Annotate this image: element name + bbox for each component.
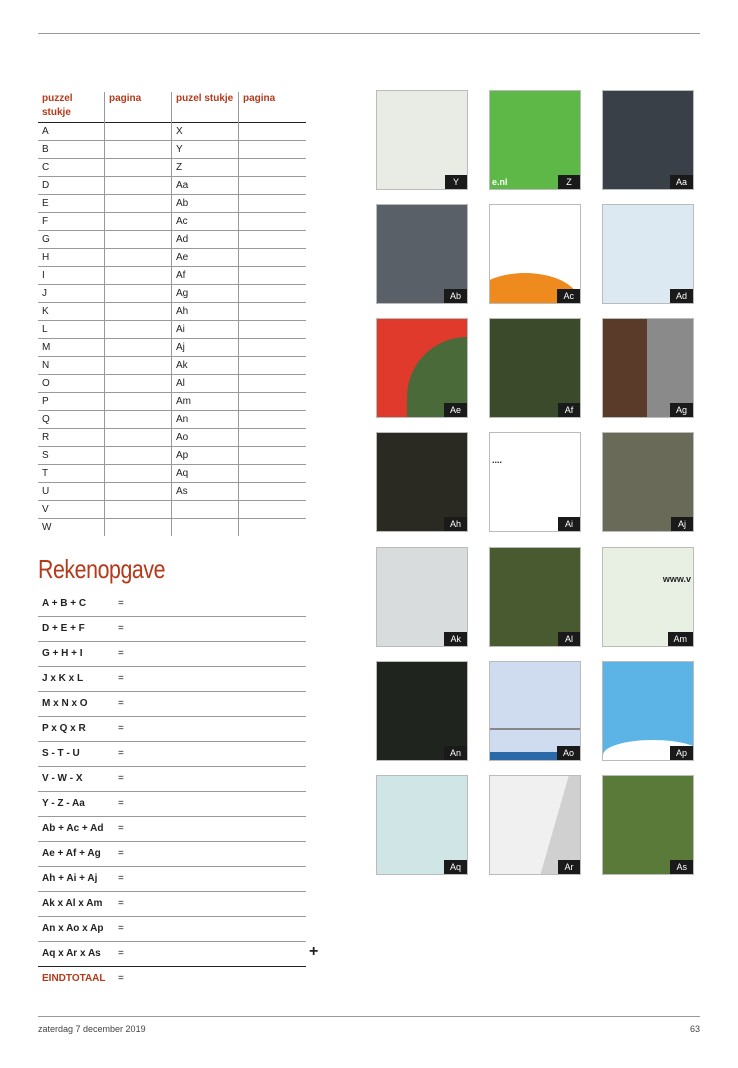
tile-graphic <box>490 728 580 730</box>
page-right-field[interactable] <box>239 267 307 285</box>
page-right-field[interactable] <box>239 393 307 411</box>
piece-left: C <box>38 159 105 177</box>
piece-left: M <box>38 339 105 357</box>
piece-left: F <box>38 213 105 231</box>
piece-right <box>172 519 239 537</box>
page-right-field[interactable] <box>239 411 307 429</box>
page-right-field[interactable] <box>239 177 307 195</box>
lookup-row <box>38 465 306 483</box>
piece-left: W <box>38 519 105 537</box>
lookup-row <box>38 159 306 177</box>
sum-row[interactable] <box>38 767 306 792</box>
piece-left: I <box>38 267 105 285</box>
sum-expression: P x Q x R <box>42 723 86 734</box>
equals-sign: = <box>118 648 124 659</box>
sum-row[interactable] <box>38 942 306 967</box>
lookup-row <box>38 483 306 501</box>
page-right-field[interactable] <box>239 357 307 375</box>
puzzle-tile <box>602 90 694 190</box>
page-right-field[interactable] <box>239 321 307 339</box>
piece-right: Al <box>172 375 239 393</box>
equals-sign: = <box>118 798 124 809</box>
sum-row[interactable] <box>38 717 306 742</box>
equals-sign: = <box>118 973 124 984</box>
sum-row[interactable] <box>38 892 306 917</box>
lookup-row <box>38 249 306 267</box>
tile-label: Ao <box>557 746 580 760</box>
lookup-row <box>38 339 306 357</box>
puzzle-tile <box>489 204 581 304</box>
tile-label: Ag <box>670 403 693 417</box>
lookup-body <box>38 123 306 537</box>
header-pagina-2: pagina <box>239 92 307 123</box>
puzzle-tile <box>376 432 468 532</box>
footer-date: zaterdag 7 december 2019 <box>38 1024 146 1034</box>
page-right-field[interactable] <box>239 375 307 393</box>
puzzle-tile <box>602 318 694 418</box>
piece-left: D <box>38 177 105 195</box>
tile-label: Ac <box>557 289 580 303</box>
tile-fragment-text: e.nl <box>492 177 508 187</box>
lookup-header-row <box>38 92 306 123</box>
header-puzzel-stukje-1: puzzel stukje <box>42 93 73 118</box>
page-right-field[interactable] <box>239 231 307 249</box>
equals-sign: = <box>118 698 124 709</box>
page-left-field[interactable] <box>105 177 172 195</box>
sum-expression: Aq x Ar x As <box>42 948 101 959</box>
sum-expression: J x K x L <box>42 673 84 684</box>
tile-graphic <box>603 319 647 418</box>
piece-right <box>172 501 239 519</box>
piece-left: T <box>38 465 105 483</box>
piece-left: E <box>38 195 105 213</box>
lookup-row <box>38 519 306 537</box>
page-left-field[interactable] <box>105 447 172 465</box>
puzzle-tile <box>489 661 581 761</box>
lookup-row <box>38 267 306 285</box>
piece-left: N <box>38 357 105 375</box>
tile-label: An <box>444 746 467 760</box>
lookup-row <box>38 321 306 339</box>
equals-sign: = <box>118 673 124 684</box>
equals-sign: = <box>118 748 124 759</box>
lookup-row <box>38 447 306 465</box>
section-title: Rekenopgave <box>38 554 166 584</box>
page-left-field[interactable] <box>105 231 172 249</box>
sum-expression: Ak x Al x Am <box>42 898 103 909</box>
piece-left: P <box>38 393 105 411</box>
puzzle-tile <box>376 204 468 304</box>
top-rule <box>38 33 700 34</box>
page-left-field[interactable] <box>105 141 172 159</box>
piece-right: Aa <box>172 177 239 195</box>
piece-right: Ae <box>172 249 239 267</box>
page-right-field[interactable] <box>239 447 307 465</box>
piece-right: Aq <box>172 465 239 483</box>
puzzle-tile <box>602 204 694 304</box>
page-left-field[interactable] <box>105 357 172 375</box>
page-right-field[interactable] <box>239 249 307 267</box>
page-left-field[interactable] <box>105 249 172 267</box>
equals-sign: = <box>118 873 124 884</box>
tile-label: Ak <box>444 632 467 646</box>
page-left-field[interactable] <box>105 519 172 537</box>
total-row[interactable] <box>38 967 306 991</box>
sum-row[interactable] <box>38 842 306 867</box>
sum-expression: S - T - U <box>42 748 80 759</box>
equals-sign: = <box>118 948 124 959</box>
piece-right: Ak <box>172 357 239 375</box>
sum-row[interactable] <box>38 642 306 667</box>
page-left-field[interactable] <box>105 159 172 177</box>
tile-label: Y <box>445 175 467 189</box>
tile-label: Z <box>558 175 580 189</box>
piece-left: S <box>38 447 105 465</box>
piece-right: Ao <box>172 429 239 447</box>
equals-sign: = <box>118 723 124 734</box>
sum-row[interactable] <box>38 817 306 842</box>
lookup-row <box>38 429 306 447</box>
puzzle-tile <box>602 432 694 532</box>
equals-sign: = <box>118 923 124 934</box>
puzzle-tile <box>489 547 581 647</box>
piece-right: Ac <box>172 213 239 231</box>
puzzle-tile <box>376 661 468 761</box>
puzzle-tile <box>602 547 694 647</box>
page-right-field[interactable] <box>239 519 307 537</box>
sum-expression: An x Ao x Ap <box>42 923 104 934</box>
page-right-field[interactable] <box>239 339 307 357</box>
tile-label: Ai <box>558 517 580 531</box>
tile-label: Aj <box>671 517 693 531</box>
piece-left: R <box>38 429 105 447</box>
piece-right: Y <box>172 141 239 159</box>
tile-fragment-text: .... <box>492 455 503 465</box>
page-right-field[interactable] <box>239 429 307 447</box>
tile-label: Al <box>558 632 580 646</box>
page-left-field[interactable] <box>105 501 172 519</box>
page-left-field[interactable] <box>105 339 172 357</box>
page-right-field[interactable] <box>239 303 307 321</box>
piece-right: Aj <box>172 339 239 357</box>
tile-label: Am <box>668 632 694 646</box>
piece-right: X <box>172 123 239 141</box>
bottom-rule <box>38 1016 700 1017</box>
piece-right: Z <box>172 159 239 177</box>
sum-expression: Ae + Af + Ag <box>42 848 101 859</box>
lookup-row <box>38 393 306 411</box>
page-right-field[interactable] <box>239 483 307 501</box>
sum-row[interactable] <box>38 592 306 617</box>
puzzle-tile <box>489 90 581 190</box>
sum-expression: Y - Z - Aa <box>42 798 85 809</box>
puzzle-tile <box>376 90 468 190</box>
equals-sign: = <box>118 773 124 784</box>
sum-expression: Ah + Ai + Aj <box>42 873 98 884</box>
piece-right: Am <box>172 393 239 411</box>
lookup-row <box>38 303 306 321</box>
lookup-row <box>38 357 306 375</box>
page-right-field[interactable] <box>239 123 307 141</box>
sum-list <box>38 592 306 991</box>
equals-sign: = <box>118 898 124 909</box>
piece-left: H <box>38 249 105 267</box>
tile-label: Ad <box>670 289 693 303</box>
lookup-row <box>38 285 306 303</box>
sum-expression: G + H + I <box>42 648 83 659</box>
sum-expression: D + E + F <box>42 623 85 634</box>
sum-expression: Ab + Ac + Ad <box>42 823 104 834</box>
puzzle-tile <box>602 775 694 875</box>
piece-left: K <box>38 303 105 321</box>
header-pagina-1: pagina <box>105 92 172 123</box>
puzzle-tile <box>489 318 581 418</box>
equals-sign: = <box>118 598 124 609</box>
piece-right: Ag <box>172 285 239 303</box>
page-right-field[interactable] <box>239 141 307 159</box>
lookup-row <box>38 123 306 141</box>
page-left-field[interactable] <box>105 285 172 303</box>
page-left-field[interactable] <box>105 267 172 285</box>
piece-left: U <box>38 483 105 501</box>
page-left-field[interactable] <box>105 483 172 501</box>
puzzle-tile <box>376 547 468 647</box>
equals-sign: = <box>118 623 124 634</box>
piece-left: L <box>38 321 105 339</box>
lookup-row <box>38 177 306 195</box>
sum-expression: V - W - X <box>42 773 83 784</box>
sum-row[interactable] <box>38 792 306 817</box>
lookup-row <box>38 411 306 429</box>
piece-right: Ap <box>172 447 239 465</box>
plus-sign: + <box>309 943 319 960</box>
header-puzzel-stukje-2: puzel stukje <box>172 92 239 123</box>
piece-right: Ad <box>172 231 239 249</box>
page-right-field[interactable] <box>239 465 307 483</box>
lookup-row <box>38 375 306 393</box>
page-right-field[interactable] <box>239 285 307 303</box>
lookup-row <box>38 141 306 159</box>
piece-left: B <box>38 141 105 159</box>
piece-left: A <box>42 126 49 137</box>
page-left-field[interactable] <box>105 303 172 321</box>
tile-fragment-text: www.v <box>662 574 691 584</box>
lookup-row <box>38 231 306 249</box>
sum-row[interactable] <box>38 742 306 767</box>
lookup-row <box>38 213 306 231</box>
sum-row[interactable] <box>38 692 306 717</box>
sum-row[interactable] <box>38 917 306 942</box>
tile-label: Ap <box>670 746 693 760</box>
page-left-field[interactable] <box>105 123 172 141</box>
equals-sign: = <box>118 848 124 859</box>
page-number: 63 <box>689 1024 700 1034</box>
tile-label: Af <box>558 403 580 417</box>
piece-right: Ai <box>172 321 239 339</box>
sum-row[interactable] <box>38 617 306 642</box>
piece-right: Af <box>172 267 239 285</box>
puzzle-lookup-table <box>38 92 306 536</box>
page-left-field[interactable] <box>105 429 172 447</box>
equals-sign: = <box>118 823 124 834</box>
puzzle-tile <box>376 775 468 875</box>
puzzle-tile <box>489 432 581 532</box>
page-left-field[interactable] <box>105 411 172 429</box>
sum-expression: EINDTOTAAL <box>42 973 106 984</box>
tile-label: Ae <box>444 403 467 417</box>
piece-left: J <box>38 285 105 303</box>
page-left-field[interactable] <box>105 375 172 393</box>
page-right-field[interactable] <box>239 501 307 519</box>
tile-label: Ab <box>444 289 467 303</box>
sum-expression: A + B + C <box>42 598 87 609</box>
tile-label: Aq <box>444 860 467 874</box>
lookup-row <box>38 195 306 213</box>
sum-expression: M x N x O <box>42 698 88 709</box>
puzzle-tile <box>376 318 468 418</box>
piece-right: An <box>172 411 239 429</box>
lookup-row <box>38 501 306 519</box>
puzzle-tile <box>489 775 581 875</box>
piece-right: Ah <box>172 303 239 321</box>
page-left-field[interactable] <box>105 195 172 213</box>
sum-row[interactable] <box>38 667 306 692</box>
piece-right: As <box>172 483 239 501</box>
tile-label: Ar <box>558 860 580 874</box>
piece-left: G <box>38 231 105 249</box>
tile-label: Ah <box>444 517 467 531</box>
page-left-field[interactable] <box>105 393 172 411</box>
piece-left: V <box>38 501 105 519</box>
page-right-field[interactable] <box>239 213 307 231</box>
page-left-field[interactable] <box>105 465 172 483</box>
puzzle-tile <box>602 661 694 761</box>
piece-left: Q <box>38 411 105 429</box>
piece-right: Ab <box>172 195 239 213</box>
page-left-field[interactable] <box>105 321 172 339</box>
tile-label: Aa <box>670 175 693 189</box>
page-left-field[interactable] <box>105 213 172 231</box>
piece-left: O <box>38 375 105 393</box>
tile-label: As <box>670 860 693 874</box>
sum-row[interactable] <box>38 867 306 892</box>
page-right-field[interactable] <box>239 159 307 177</box>
page-right-field[interactable] <box>239 195 307 213</box>
